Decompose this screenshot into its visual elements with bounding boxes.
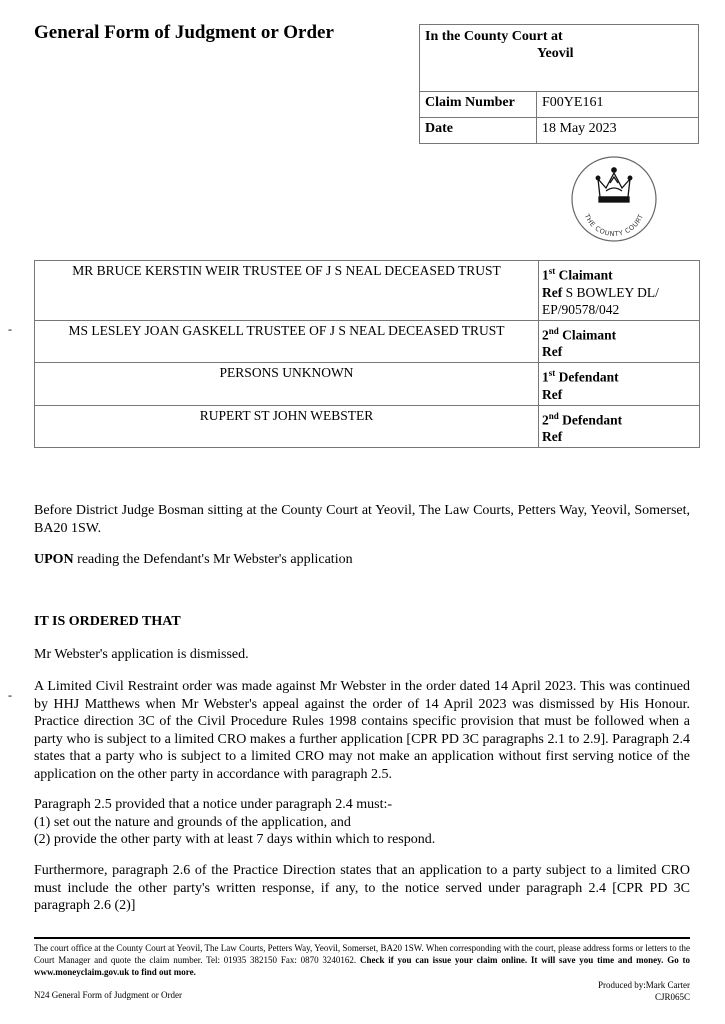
party-row bbox=[35, 261, 700, 321]
party-role: 2nd Claimant Ref bbox=[539, 320, 700, 363]
date-label: Date bbox=[420, 118, 537, 144]
county-court-seal-icon bbox=[570, 155, 658, 243]
party-name: PERSONS UNKNOWN bbox=[35, 363, 539, 406]
ordered-heading: IT IS ORDERED THAT bbox=[34, 614, 181, 629]
margin-mark: - bbox=[8, 322, 12, 336]
order-paragraph-2: A Limited Civil Restraint order was made against Mr Webster in the order dated 14 April 2023. This was continued by HHJ Matthews when Mr Webster's appeal against the order of 14 April 2023 was dismissed by His Honour. Practice direction 3C of the Civil Procedure Rules 1998 contains specific provision that must be followed when a party who is subject to a limited CRO makes a further application [CPR PD 3C paragraphs 2.1 to 2.9]. Paragraph 2.4 states that a party who is subject to a limited CRO may not make an application without first serving notice of the application on the other party in accordance with paragraph 2.5. bbox=[34, 679, 690, 782]
footer-divider bbox=[34, 937, 690, 939]
party-row bbox=[35, 320, 700, 363]
order-paragraph-3: Paragraph 2.5 provided that a notice under paragraph 2.4 must:- (1) set out the nature and grounds of the application, and (2) provide the other party with at least 7 days within which to respond. bbox=[34, 797, 436, 847]
upon-keyword: UPON bbox=[34, 552, 74, 567]
form-code: CJR065C bbox=[654, 992, 690, 1002]
parties-table bbox=[34, 260, 700, 448]
ref-label: Ref bbox=[542, 284, 563, 300]
claim-number-value: F00YE161 bbox=[537, 92, 699, 118]
court-name-cell bbox=[420, 25, 699, 92]
produced-by-block bbox=[598, 979, 690, 1003]
court-details-box bbox=[419, 24, 699, 144]
svg-text:THE COUNTY COURT: THE COUNTY COURT bbox=[582, 212, 646, 239]
court-location: Yeovil bbox=[537, 46, 574, 61]
date-value: 18 May 2023 bbox=[537, 118, 699, 144]
claim-number-label: Claim Number bbox=[420, 92, 537, 118]
ref-label: Ref bbox=[542, 429, 563, 444]
before-paragraph: Before District Judge Bosman sitting at the County Court at Yeovil, The Law Courts, Petters Way, Yeovil, Somerset, BA20 1SW. bbox=[34, 503, 690, 536]
order-paragraph-1: Mr Webster's application is dismissed. bbox=[34, 647, 249, 662]
party-name: MS LESLEY JOAN GASKELL TRUSTEE OF J S NEAL DECEASED TRUST bbox=[35, 320, 539, 363]
party-name: RUPERT ST JOHN WEBSTER bbox=[35, 405, 539, 448]
form-name: N24 General Form of Judgment or Order bbox=[34, 990, 182, 1000]
ref-value: S BOWLEY DL/ EP/90578/042 bbox=[542, 284, 659, 317]
ref-label: Ref bbox=[542, 344, 563, 359]
party-role: 2nd Defendant Ref bbox=[539, 405, 700, 448]
online-claim-notice: Check if you can issue your claim online. It will save you time and money. Go to www.moneyclaim.gov.uk to find out more. bbox=[34, 955, 690, 977]
court-line1: In the County Court at bbox=[425, 29, 563, 44]
produced-by: Produced by:Mark Carter bbox=[598, 980, 690, 990]
form-title: General Form of Judgment or Order bbox=[34, 22, 334, 43]
party-role: 1st Defendant Ref bbox=[539, 363, 700, 406]
ref-label: Ref bbox=[542, 386, 563, 402]
party-role: 1st Claimant Ref S BOWLEY DL/ EP/90578/042 bbox=[539, 261, 700, 321]
party-row bbox=[35, 405, 700, 448]
order-paragraph-4: Furthermore, paragraph 2.6 of the Practice Direction states that an application to a party subject to a limited CRO must include the other party's written response, if any, to the notice served under paragraph 2.4 [CPR PD 3C paragraph 2.6 (2)] bbox=[34, 863, 690, 913]
footer-notice: The court office at the County Court at Yeovil, The Law Courts, Petters Way, Yeovil, Somerset, BA20 1SW. When corresponding with the court, please address forms or letters to the Court Manager and quote the claim number. Tel: 01935 382150 Fax: 0870 3240162. Check if you can issue your claim online. It will save you time and money. Go to www.moneyclaim.gov.uk to find out more. bbox=[34, 943, 690, 977]
upon-paragraph: UPON reading the Defendant's Mr Webster's application bbox=[34, 552, 353, 567]
margin-mark: - bbox=[8, 688, 12, 702]
party-row bbox=[35, 363, 700, 406]
party-name: MR BRUCE KERSTIN WEIR TRUSTEE OF J S NEAL DECEASED TRUST bbox=[35, 261, 539, 321]
